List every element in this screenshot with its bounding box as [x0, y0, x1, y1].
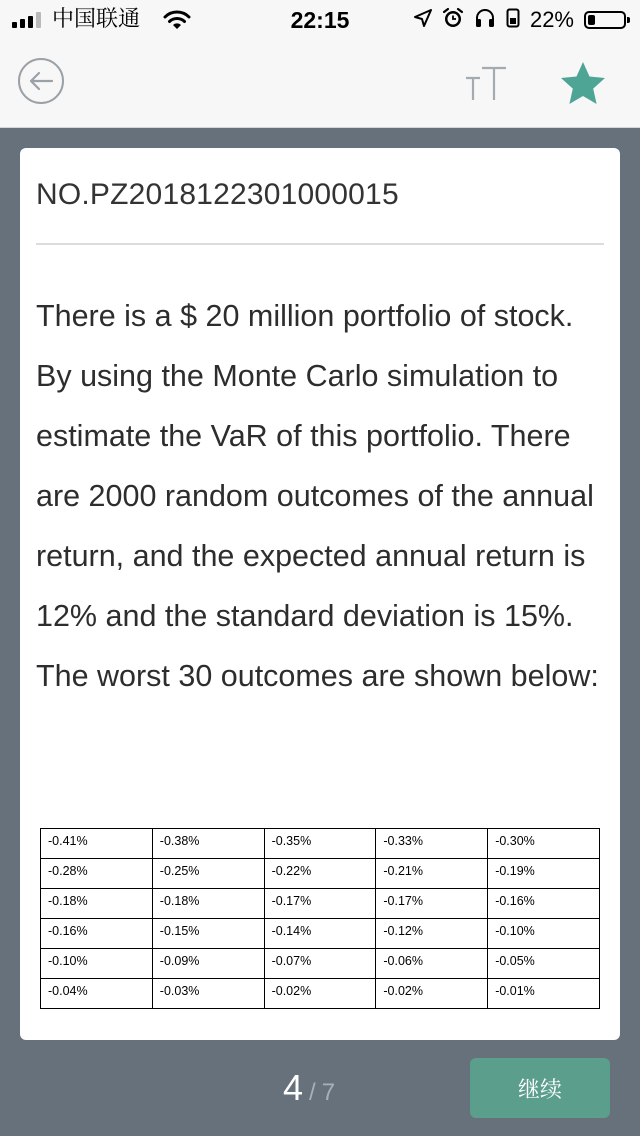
question-text: [36, 286, 608, 706]
table-row: [41, 859, 600, 889]
current-page: 4: [283, 1067, 304, 1108]
table-cell: -0.25%: [152, 859, 264, 889]
table-cell: -0.10%: [41, 949, 153, 979]
back-arrow-icon: [28, 70, 54, 92]
question-card: [20, 148, 620, 1040]
table-cell: -0.18%: [41, 889, 153, 919]
alarm-icon: [442, 7, 464, 34]
table-row: [41, 889, 600, 919]
table-cell: -0.01%: [488, 979, 600, 1009]
table-cell: -0.05%: [488, 949, 600, 979]
table-cell: -0.17%: [376, 889, 488, 919]
table-cell: -0.15%: [152, 919, 264, 949]
table-cell: -0.22%: [264, 859, 376, 889]
continue-button[interactable]: 继续: [470, 1058, 610, 1118]
table-cell: -0.19%: [488, 859, 600, 889]
table-cell: -0.16%: [488, 889, 600, 919]
status-time: 22:15: [290, 7, 350, 33]
table-cell: -0.06%: [376, 949, 488, 979]
battery-level: [588, 15, 595, 25]
table-cell: -0.03%: [152, 979, 264, 1009]
table-cell: -0.09%: [152, 949, 264, 979]
table-cell: -0.35%: [264, 829, 376, 859]
table-cell: -0.21%: [376, 859, 488, 889]
location-icon: [414, 9, 432, 32]
font-size-button[interactable]: [462, 62, 512, 106]
table-cell: -0.38%: [152, 829, 264, 859]
table-cell: -0.14%: [264, 919, 376, 949]
back-button[interactable]: [18, 58, 64, 104]
table-cell: -0.16%: [41, 919, 153, 949]
table-cell: -0.02%: [264, 979, 376, 1009]
table-row: [41, 949, 600, 979]
battery-percent: 22%: [529, 7, 574, 32]
star-icon: [558, 60, 608, 108]
favorite-button[interactable]: [558, 60, 608, 108]
table-cell: -0.07%: [264, 949, 376, 979]
page-indicator: [283, 1066, 335, 1110]
table-row: [41, 919, 600, 949]
table-cell: -0.17%: [264, 889, 376, 919]
table-cell: -0.18%: [152, 889, 264, 919]
table-cell: -0.28%: [41, 859, 153, 889]
battery-icon: [584, 11, 626, 29]
table-cell: -0.10%: [488, 919, 600, 949]
divider: [36, 243, 604, 245]
table-cell: -0.04%: [41, 979, 153, 1009]
headphones-icon: [474, 8, 496, 33]
question-number: NO.PZ2018122301000015: [36, 178, 399, 211]
font-size-icon: [462, 62, 512, 106]
rotation-lock-icon: [506, 8, 520, 33]
status-bar: [0, 0, 640, 40]
table-cell: -0.12%: [376, 919, 488, 949]
question-paragraph: The worst 30 outcomes are shown below:: [36, 659, 599, 693]
total-pages: 7: [321, 1079, 336, 1106]
table-row: [41, 829, 600, 859]
carrier-name: 中国联通: [52, 7, 141, 32]
outcomes-table: [40, 828, 600, 1009]
table-row: [41, 979, 600, 1009]
table-cell: -0.41%: [41, 829, 153, 859]
nav-bar: [0, 40, 640, 128]
table-cell: -0.02%: [376, 979, 488, 1009]
question-paragraph: There is a $ 20 million portfolio of stock. By using the Monte Carlo simulation to estimate the VaR of this portfolio. There are 2000 random outcomes of the annual return, and the expected annual return is 12% and the standard deviation is 15%.: [36, 299, 594, 633]
page-separator: /: [309, 1079, 316, 1106]
table-cell: -0.33%: [376, 829, 488, 859]
table-cell: -0.30%: [488, 829, 600, 859]
